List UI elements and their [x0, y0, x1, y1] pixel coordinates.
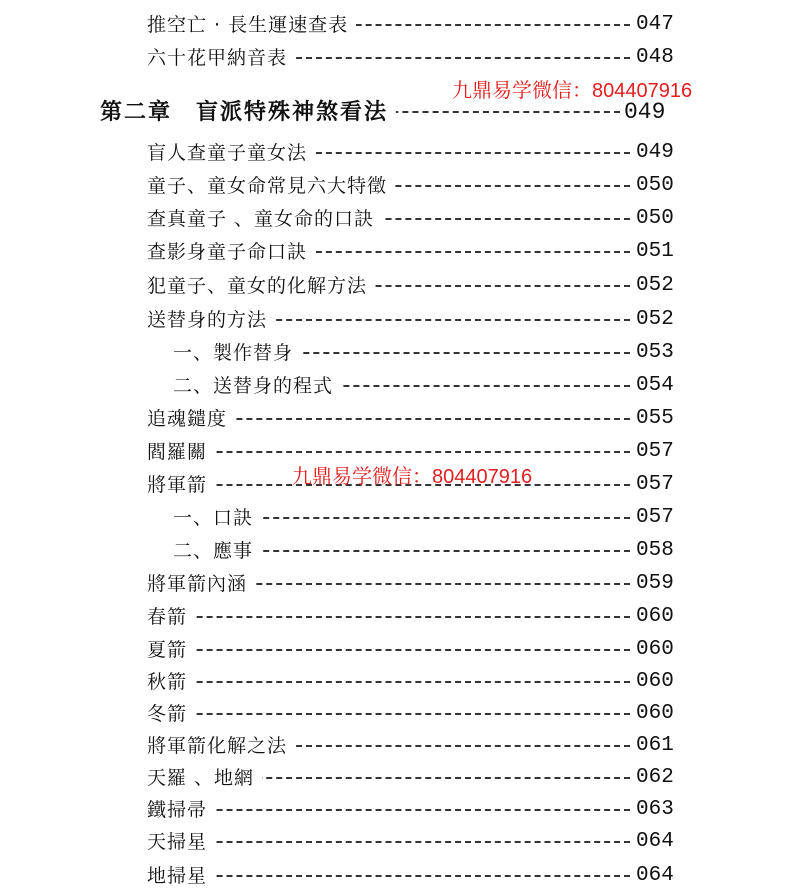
toc-entry-page: 060 [636, 670, 674, 693]
toc-entry-title: 天掃星 [147, 826, 215, 858]
toc-entry[interactable] [0, 502, 792, 534]
toc-entry-page: 061 [636, 734, 674, 757]
toc-entry-page: 062 [636, 766, 674, 789]
toc-entry[interactable] [0, 170, 792, 202]
toc-entry-page: 060 [636, 702, 674, 725]
toc-entry-title: 將軍箭內涵 [147, 568, 255, 600]
toc-entry-title: 閻羅關 [147, 436, 215, 468]
toc-entry-page: 064 [636, 864, 674, 887]
toc-entry[interactable] [0, 826, 792, 858]
toc-leader-dots [147, 616, 630, 618]
toc-entry[interactable] [0, 762, 792, 794]
toc-entry-page: 049 [624, 99, 666, 125]
toc-entry-page: 049 [636, 141, 674, 164]
toc-entry[interactable] [0, 568, 792, 600]
toc-entry[interactable] [0, 304, 792, 336]
toc-entry-title: 送替身的方法 [147, 304, 275, 336]
toc-entry-title: 查影身童子命口訣 [147, 236, 315, 268]
toc-entry-page: 047 [636, 13, 674, 36]
toc-entry[interactable] [0, 42, 792, 74]
toc-entry-page: 048 [636, 46, 674, 69]
toc-entry-page: 058 [636, 539, 674, 562]
toc-entry-page: 063 [636, 798, 674, 821]
toc-entry-page: 052 [636, 274, 674, 297]
toc-entry[interactable] [0, 666, 792, 698]
toc-entry-page: 057 [636, 473, 674, 496]
toc-entry-title: 二、應事 [173, 535, 261, 567]
toc-entry-title: 將軍箭化解之法 [147, 730, 295, 762]
toc-leader-dots [147, 649, 630, 651]
toc-entry-title: 春箭 [147, 601, 195, 633]
toc-entry[interactable] [0, 203, 792, 235]
toc-entry-title: 天羅 、地網 [147, 762, 262, 794]
toc-leader-dots [147, 713, 630, 715]
toc-entry-title: 秋箭 [147, 666, 195, 698]
toc-entry-page: 060 [636, 638, 674, 661]
toc-entry-page: 052 [636, 308, 674, 331]
toc-entry[interactable] [0, 634, 792, 666]
toc-entry-title: 第二章 盲派特殊神煞看法 [100, 96, 396, 128]
toc-entry-title: 推空亡 · 長生運速查表 [147, 9, 356, 41]
toc-entry[interactable] [0, 137, 792, 169]
toc-leader-dots [147, 681, 630, 683]
toc-entry[interactable] [0, 9, 792, 41]
toc-entry-title: 一、製作替身 [173, 337, 301, 369]
toc-entry-page: 057 [636, 440, 674, 463]
toc-entry-title: 犯童子、童女的化解方法 [147, 270, 375, 302]
toc-entry-page: 060 [636, 605, 674, 628]
toc-entry-page: 051 [636, 240, 674, 263]
toc-entry-title: 冬箭 [147, 698, 195, 730]
watermark-top: 九鼎易学微信：804407916 [452, 80, 693, 102]
toc-entry[interactable] [0, 270, 792, 302]
toc-entry-title: 童子、童女命常見六大特徵 [147, 170, 395, 202]
toc-leader-dots [147, 451, 630, 453]
toc-entry[interactable] [0, 601, 792, 633]
toc-entry-page: 050 [636, 174, 674, 197]
toc-entry-title: 追魂鑓度 [147, 403, 235, 435]
toc-entry[interactable] [0, 236, 792, 268]
toc-leader-dots [147, 841, 630, 843]
toc-entry[interactable] [0, 698, 792, 730]
watermark-middle: 九鼎易学微信：804407916 [292, 466, 533, 488]
toc-entry-page: 054 [636, 374, 674, 397]
toc-entry-title: 查真童子 、童女命的口訣 [147, 203, 382, 235]
toc-entry[interactable] [0, 794, 792, 826]
toc-entry-page: 064 [636, 830, 674, 853]
toc-entry-title: 地掃星 [147, 860, 215, 892]
toc-entry[interactable] [0, 860, 792, 892]
toc-entry[interactable] [0, 730, 792, 762]
toc-entry-page: 059 [636, 572, 674, 595]
toc-entry-title: 盲人查童子童女法 [147, 137, 315, 169]
toc-entry-title: 一、口訣 [173, 502, 261, 534]
toc-entry-title: 夏箭 [147, 634, 195, 666]
toc-entry[interactable] [0, 535, 792, 567]
toc-entry-title: 六十花甲納音表 [147, 42, 295, 74]
toc-entry-title: 將軍箭 [147, 469, 215, 501]
toc-entry[interactable] [0, 403, 792, 435]
toc-entry[interactable] [0, 337, 792, 369]
toc-entry-title: 二、送替身的程式 [173, 370, 341, 402]
toc-entry-title: 鐵掃帚 [147, 794, 215, 826]
toc-entry-page: 057 [636, 506, 674, 529]
toc-leader-dots [147, 809, 630, 811]
toc-entry-page: 050 [636, 207, 674, 230]
toc-entry[interactable] [0, 370, 792, 402]
toc-entry-page: 053 [636, 341, 674, 364]
toc-leader-dots [147, 875, 630, 877]
toc-entry-page: 055 [636, 407, 674, 430]
